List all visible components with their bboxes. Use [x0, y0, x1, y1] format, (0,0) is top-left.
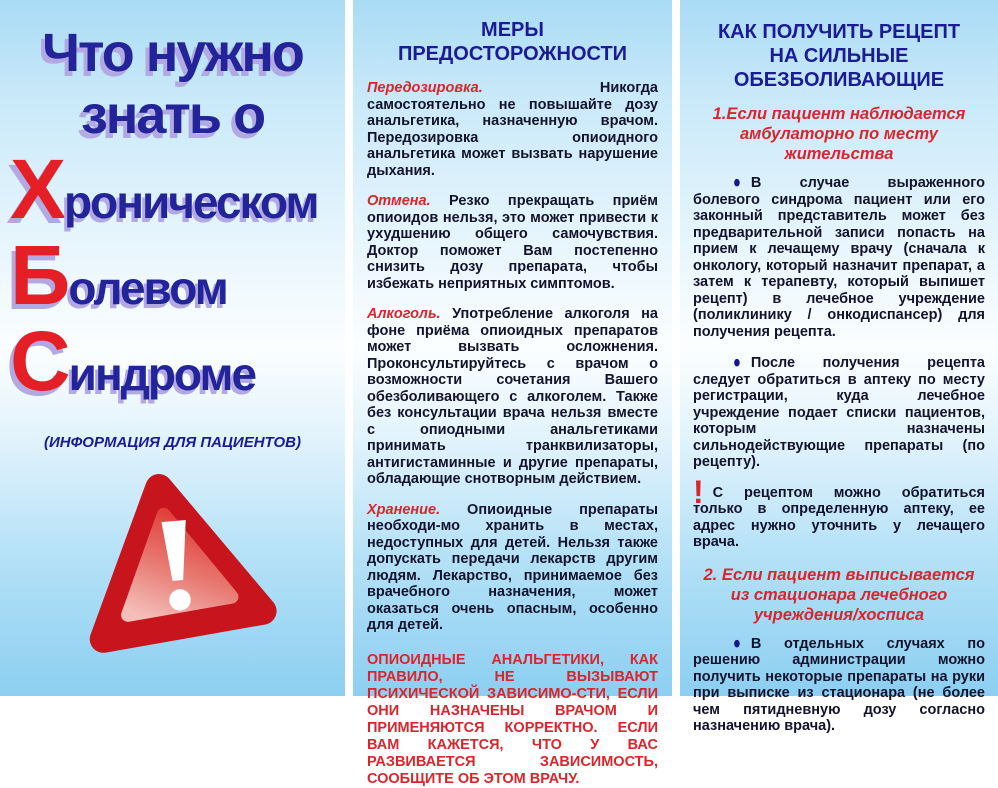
section-overdose — [367, 80, 658, 179]
prescription-heading: КАК ПОЛУЧИТЬ РЕЦЕПТ НА СИЛЬНЫЕ ОБЕЗБОЛИВАЮЩИЕ — [717, 21, 961, 91]
title-word-chronic — [0, 142, 345, 236]
section-text-storage: Опиоидные препараты необходи-мо хранить в местах, недоступных для детей. Нельзя также допускать передачи лекарств другим людям. Лекарство, принимаемое без врачебного назначения, может оказаться очень опасным, особенно для детей. — [367, 501, 658, 633]
precautions-panel — [353, 0, 672, 787]
exclamation-note-text: С рецептом можно обратиться только в определенную аптеку, ее адрес нужно уточнить у лечащего врача. — [693, 484, 985, 550]
red-initial-letter: С — [10, 314, 69, 408]
title-word-rest: роническом — [64, 176, 318, 228]
title-word-pain — [0, 228, 345, 322]
warning-triangle-wrap — [0, 465, 345, 670]
bullet-text-discharge: В отдельных случаях по решению администрации можно получить некоторые препараты на руки при выписке из стационара (не более чем пятидневную дозу согласно назначению врача). — [693, 635, 985, 734]
bullet-item-doctor-visit — [693, 171, 985, 340]
section-storage — [367, 502, 658, 634]
bullet-item-discharge — [693, 631, 985, 735]
bullet-text-pharmacy: После получения рецепта следует обратиться в аптеку по месту регистрации, куда лечебное учреждение подает списки пациентов, которым назначены сильнодействующие препараты (по рецепту). — [693, 355, 985, 470]
title-word-rest: олевом — [68, 262, 227, 314]
bullet-dot-icon: ● — [733, 171, 741, 192]
red-initial-letter: Х — [10, 142, 65, 236]
prescription-panel — [680, 0, 998, 734]
title-word-rest: индроме — [68, 348, 256, 400]
bullet-dot-icon: ● — [733, 351, 741, 372]
exclamation-mark-icon: ! — [693, 473, 704, 510]
warning-triangle-icon — [64, 465, 282, 665]
patients-info-subtitle: (ИНФОРМАЦИЯ ДЛЯ ПАЦИЕНТОВ) — [43, 434, 302, 451]
subheading-outpatient: 1.Если пациент наблюдается амбулаторно по месту жительства — [712, 105, 966, 163]
dependence-warning-note: ОПИОИДНЫЕ АНАЛЬГЕТИКИ, КАК ПРАВИЛО, НЕ ВЫЗЫВАЮТ ПСИХИЧЕСКОЙ ЗАВИСИМО-СТИ, ЕСЛИ ОНИ НАЗНАЧЕНЫ ВРАЧОМ И ПРИМЕНЯЮТСЯ КОРРЕКТНО. ЕСЛИ ВАМ КАЖЕТСЯ, ЧТО У ВАС РАЗВИВАЕТСЯ ЗАВИСИМОСТЬ, СООБЩИТЕ ОБ ЭТОМ ВРАЧУ. — [367, 651, 658, 787]
left-title-panel — [0, 0, 345, 696]
section-text-withdrawal: Резко прекращать приём опиоидов нельзя, это может привести к ухудшению общего самочувствия. Доктор поможет Вам постепенно снизить дозу препарата, чтобы избежать неприятных симптомов. — [367, 193, 659, 292]
bullet-dot-icon: ● — [733, 631, 741, 652]
precautions-heading: МЕРЫ ПРЕДОСТОРОЖНОСТИ — [397, 19, 628, 65]
section-text-overdose: Никогда самостоятельно не повышайте дозу анальгетика, назначенную врачом. Передозировка опиоидного анальгетика может вызвать нарушение дыхания. — [367, 80, 658, 179]
section-withdrawal — [367, 193, 658, 292]
bullet-item-pharmacy — [693, 351, 985, 471]
section-lead-storage: Хранение. — [367, 501, 441, 518]
subheading-hospital-discharge: 2. Если пациент выписывается из стационара лечебного учреждения/хосписа — [703, 565, 975, 624]
section-lead-alcohol: Алкоголь. — [367, 306, 441, 322]
title-line-1: Что нужно — [42, 23, 303, 83]
section-text-alcohol: Употребление алкоголя на фоне приёма опиоидных препаратов может вызвать осложнения. Проконсультируйтесь с врачом о возможности сочетания Вашего обезболивающего с алкоголем. Также без консультации врача нельзя вместе с опиодными анальгетиками принимать транквилизаторы, антигистаминные и другие препараты, обладающие снотворным действием. — [367, 306, 658, 487]
exclamation-note — [693, 473, 985, 551]
bullet-text-doctor-visit: В случае выраженного болевого синдрома пациент или его законный представитель может без предварительной записи попасть на прием к лечащему врачу (сначала к онкологу, который назначит препарат, а затем к терапевту, который выпишет рецепт) в лечебное учреждение (поликлинику / онкодиспансер) для получения рецепта. — [693, 175, 985, 340]
section-alcohol — [367, 306, 658, 488]
title-word-syndrome — [0, 314, 345, 408]
section-lead-withdrawal: Отмена. — [367, 193, 431, 209]
red-initial-letter: Б — [10, 228, 69, 322]
title-line-2: знать о — [80, 85, 265, 145]
section-lead-overdose: Передозировка. — [367, 80, 483, 96]
